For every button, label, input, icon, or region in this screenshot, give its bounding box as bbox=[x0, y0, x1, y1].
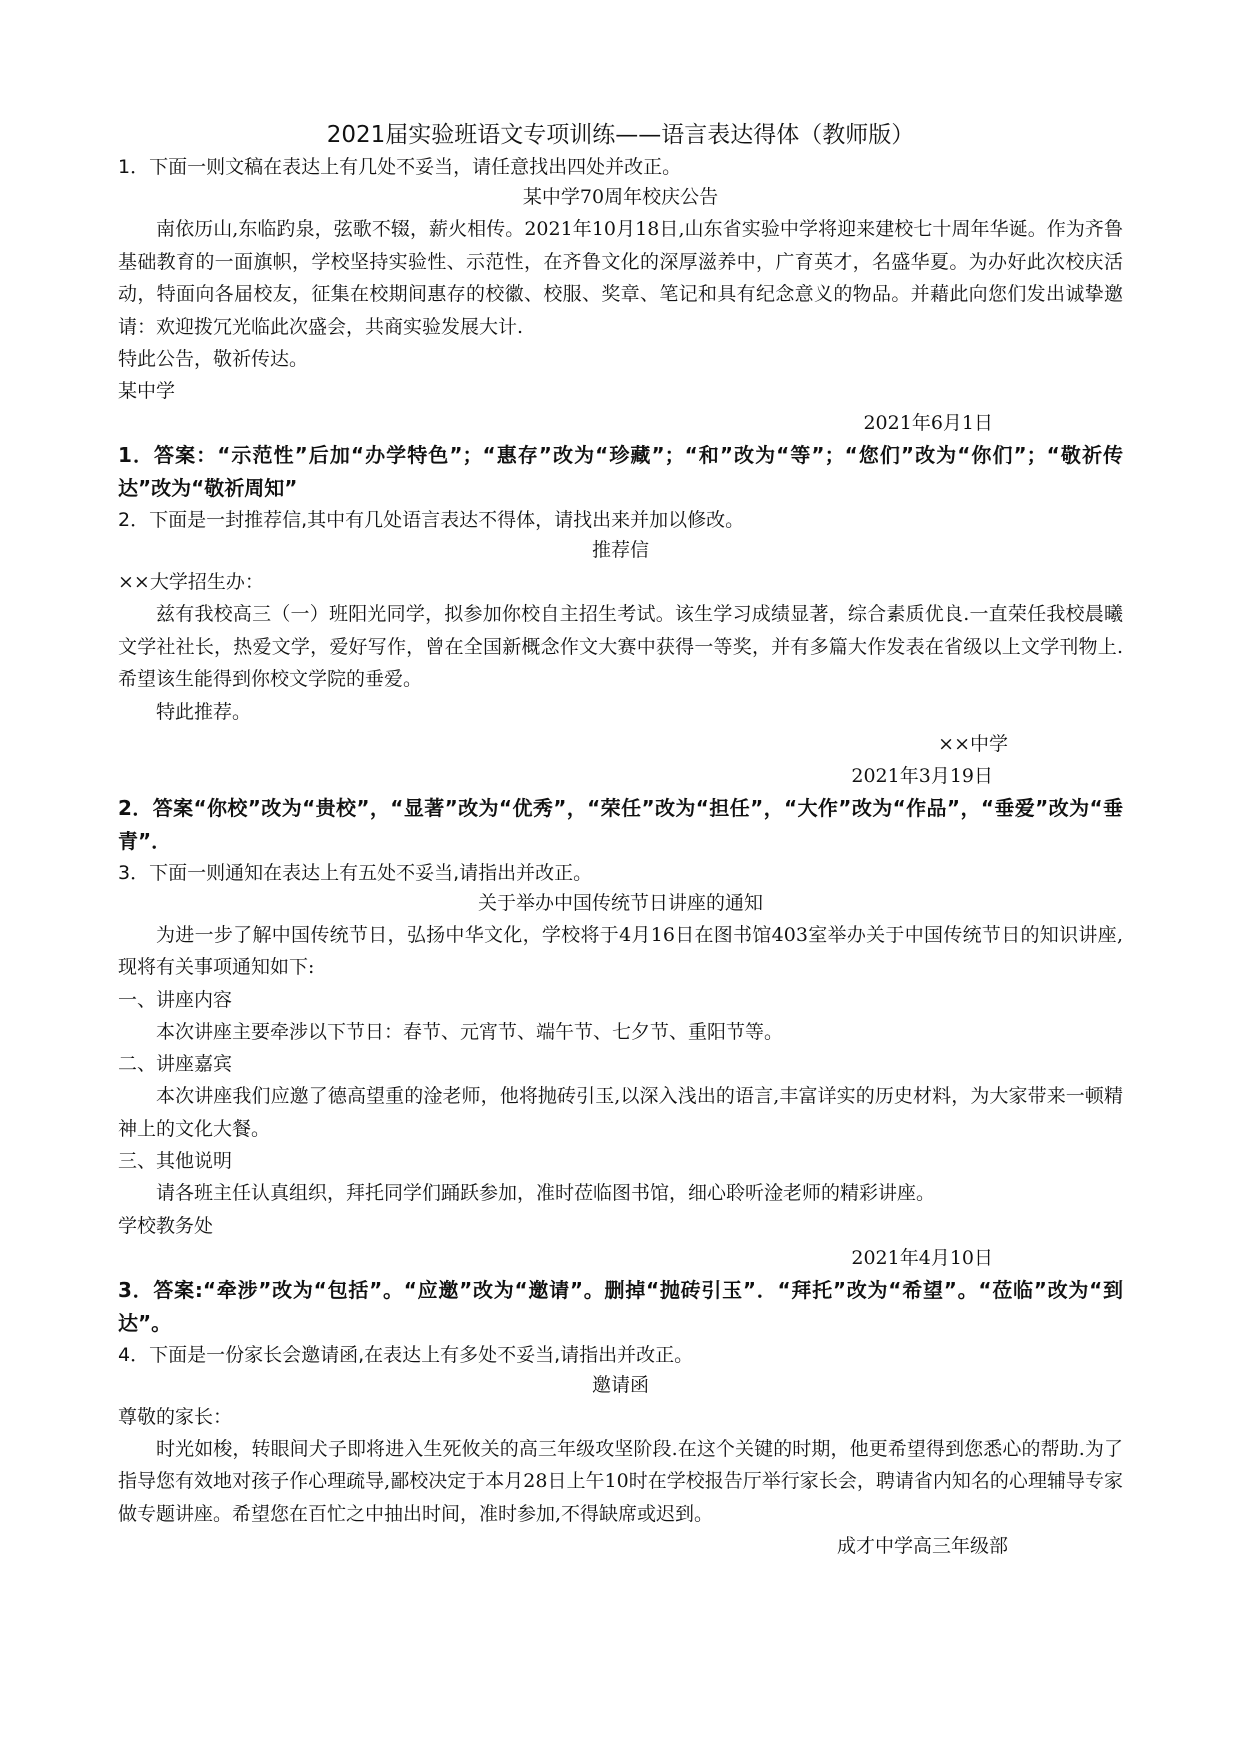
q3-signer: 学校教务处 bbox=[118, 1214, 214, 1237]
q2-doc-title: 推荐信 bbox=[591, 539, 649, 561]
q4-salutation: 尊敬的家长： bbox=[118, 1405, 233, 1428]
question-4: 4．下面是一份家长会邀请函,在表达上有多处不妥当,请指出并改正。 bbox=[118, 1343, 694, 1366]
q2-body: 兹有我校高三（一）班阳光同学，拟参加你校自主招生考试。该生学习成绩显著，综合素质优良.一直荣任我校晨曦文学社社长，热爱文学，爱好写作，曾在全国新概念作文大赛中获得一等奖，并有多篇大作发表在省级以上文学刊物上.希望该生能得到你校文学院的垂爱。 bbox=[118, 603, 1123, 690]
q3-para-2: 本次讲座我们应邀了德高望重的淦老师，他将抛砖引玉,以深入浅出的语言,丰富详实的历史材料，为大家带来一顿精神上的文化大餐。 bbox=[118, 1085, 1123, 1140]
q3-doc-title: 关于举办中国传统节日讲座的通知 bbox=[477, 891, 763, 914]
q2-date: 2021年3月19日 bbox=[851, 764, 993, 787]
q2-closing: 特此推荐。 bbox=[156, 700, 252, 723]
q1-answer: 1．答案：“示范性”后加“办学特色”；“惠存”改为“珍藏”；“和”改为“等”；“您们”改为“你们”；“敬祈传达”改为“敬祈周知” bbox=[118, 443, 1123, 500]
q1-date: 2021年6月1日 bbox=[863, 412, 993, 434]
q4-signer: 成才中学高三年级部 bbox=[836, 1535, 1008, 1557]
q3-answer: 3．答案:“牵涉”改为“包括”。“应邀”改为“邀请”。删掉“抛砖引玉”．“拜托”改为“希望”。“莅临”改为“到达”。 bbox=[118, 1277, 1123, 1335]
q3-heading-3: 三、其他说明 bbox=[118, 1150, 233, 1172]
q3-heading-2: 二、讲座嘉宾 bbox=[118, 1053, 233, 1075]
q3-date: 2021年4月10日 bbox=[851, 1246, 993, 1269]
q1-signer: 某中学 bbox=[118, 380, 176, 402]
question-1: 1．下面一则文稿在表达上有几处不妥当，请任意找出四处并改正。 bbox=[118, 156, 682, 178]
q2-salutation: ××大学招生办： bbox=[118, 571, 264, 593]
q4-body: 时光如梭，转眼间犬子即将进入生死攸关的高三年级攻坚阶段.在这个关键的时期，他更希望得到您悉心的帮助.为了指导您有效地对孩子作心理疏导,鄙校决定于本月28日上午10时在学校报告厅举行家长会，聘请省内知名的心理辅导专家做专题讲座。希望您在百忙之中抽出时间，准时参加,不得缺席或迟到。 bbox=[118, 1437, 1123, 1525]
q4-doc-title: 邀请函 bbox=[591, 1373, 649, 1396]
page-title: 2021届实验班语文专项训练——语言表达得体（教师版） bbox=[326, 122, 915, 148]
q1-body: 南依历山,东临趵泉，弦歌不辍，薪火相传。2021年10月18日,山东省实验中学将迎来建校七十周年华诞。作为齐鲁基础教育的一面旗帜，学校坚持实验性、示范性，在齐鲁文化的深厚滋养中，广育英才，名盛华夏。为办好此次校庆活动，特面向各届校友，征集在校期间惠存的校徽、校服、奖章、笔记和具有纪念意义的物品。并藉此向您们发出诚挚邀请：欢迎拨冗光临此次盛会，共商实验发展大计. bbox=[118, 218, 1123, 338]
q2-signer: ××中学 bbox=[938, 732, 1008, 755]
question-2: 2．下面是一封推荐信,其中有几处语言表达不得体，请找出来并加以修改。 bbox=[118, 509, 745, 531]
q2-answer: 2．答案“你校”改为“贵校”，“显著”改为“优秀”，“荣任”改为“担任”，“大作”改为“作品”，“垂爱”改为“垂青”． bbox=[118, 795, 1123, 853]
q3-para-3: 请各班主任认真组织，拜托同学们踊跃参加，准时莅临图书馆，细心聆听淦老师的精彩讲座。 bbox=[156, 1182, 936, 1204]
question-3: 3．下面一则通知在表达上有五处不妥当,请指出并改正。 bbox=[118, 861, 593, 884]
q3-para-1: 本次讲座主要牵涉以下节日：春节、元宵节、端午节、七夕节、重阳节等。 bbox=[156, 1020, 784, 1043]
q1-closing: 特此公告，敬祈传达。 bbox=[118, 348, 309, 370]
q3-intro: 为进一步了解中国传统节日，弘扬中华文化，学校将于4月16日在图书馆403室举办关于中国传统节日的知识讲座,现将有关事项通知如下: bbox=[118, 923, 1123, 978]
document-page bbox=[118, 118, 1123, 1562]
q3-heading-1: 一、讲座内容 bbox=[118, 988, 233, 1011]
q1-doc-title: 某中学70周年校庆公告 bbox=[522, 186, 719, 208]
